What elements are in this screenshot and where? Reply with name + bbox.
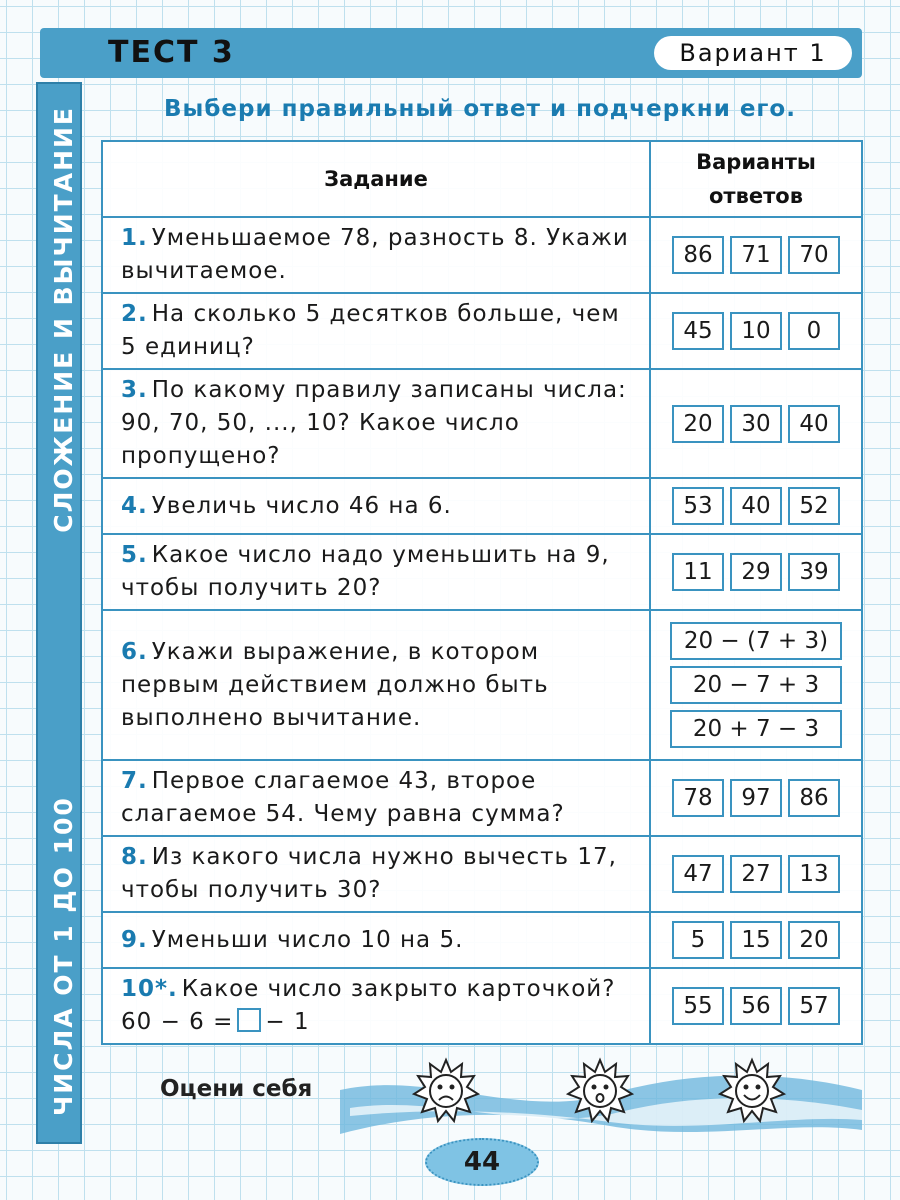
answer-option[interactable]: 30 (730, 405, 782, 443)
answer-option[interactable]: 20 (788, 921, 840, 959)
answer-option[interactable]: 29 (730, 553, 782, 591)
task-question (102, 912, 650, 968)
answer-option[interactable]: 20 − (7 + 3) (670, 622, 842, 660)
answer-option[interactable]: 0 (788, 312, 840, 350)
task-answers (650, 534, 862, 610)
task-question (102, 478, 650, 534)
task-text: Какое число надо уменьшить на 9, чтобы получить 20? (121, 542, 610, 601)
task-row-6 (102, 610, 862, 760)
task-question (102, 760, 650, 836)
answer-option[interactable]: 97 (730, 779, 782, 817)
answer-option[interactable]: 78 (672, 779, 724, 817)
answer-option[interactable]: 52 (788, 487, 840, 525)
answer-option[interactable]: 27 (730, 855, 782, 893)
column-header-answers (650, 141, 862, 217)
task-question (102, 534, 650, 610)
task-number: 8. (121, 844, 148, 870)
answer-option[interactable]: 70 (788, 236, 840, 274)
column-header-answers-line2: ответов (708, 184, 804, 208)
task-number: 3. (121, 377, 148, 403)
task-answers (650, 836, 862, 912)
answer-option[interactable]: 40 (788, 405, 840, 443)
answer-option[interactable]: 10 (730, 312, 782, 350)
task-number: 2. (121, 301, 148, 327)
answer-option[interactable]: 20 + 7 − 3 (670, 710, 842, 748)
hidden-number-card (237, 1008, 261, 1032)
task-number: 5. (121, 542, 148, 568)
sad-sun-icon[interactable] (412, 1056, 480, 1124)
task-question (102, 217, 650, 293)
happy-sun-icon[interactable] (718, 1056, 786, 1124)
neutral-sun-icon[interactable] (566, 1056, 634, 1124)
table-header-row (102, 141, 862, 217)
variant-label: Вариант 1 (654, 36, 852, 70)
answer-option[interactable]: 47 (672, 855, 724, 893)
answer-option[interactable]: 11 (672, 553, 724, 591)
task-question (102, 968, 650, 1044)
sidebar-text (40, 80, 86, 1142)
task-answers (650, 478, 862, 534)
task-text: На сколько 5 десятков больше, чем 5 единиц? (121, 301, 620, 360)
task-answers (650, 217, 862, 293)
task-question (102, 836, 650, 912)
task-number: 1. (121, 225, 148, 251)
task-row-7 (102, 760, 862, 836)
sidebar-topic-numbers: ЧИСЛА ОТ 1 ДО 100 (48, 796, 78, 1116)
task-row-8 (102, 836, 862, 912)
task-row-5 (102, 534, 862, 610)
tasks-table (101, 140, 863, 1045)
task-answers (650, 912, 862, 968)
answer-option[interactable]: 86 (788, 779, 840, 817)
task-number: 7. (121, 768, 148, 794)
task-row-3 (102, 369, 862, 478)
task-number: 10*. (121, 976, 178, 1002)
column-header-task: Задание (102, 141, 650, 217)
sidebar-topic-operations: СЛОЖЕНИЕ И ВЫЧИТАНИЕ (48, 106, 78, 533)
answer-option[interactable]: 57 (788, 987, 840, 1025)
task-answers (650, 610, 862, 760)
task-row-2 (102, 293, 862, 369)
answer-option[interactable]: 20 (672, 405, 724, 443)
task-text: Уменьши число 10 на 5. (151, 926, 464, 953)
answer-option[interactable]: 15 (730, 921, 782, 959)
task-text: Какое число закрыто карточкой? 60 − 6 = (121, 976, 616, 1035)
task-text: Первое слагаемое 43, второе слагаемое 54. Чему равна сумма? (121, 768, 565, 827)
task-text: Увеличь число 46 на 6. (151, 492, 452, 519)
task-number: 9. (121, 926, 148, 953)
answer-option[interactable]: 53 (672, 487, 724, 525)
answer-option[interactable]: 39 (788, 553, 840, 591)
task-question (102, 610, 650, 760)
task-answers (650, 293, 862, 369)
task-row-1 (102, 217, 862, 293)
task-row-9 (102, 912, 862, 968)
sidebar-band (36, 82, 82, 1144)
task-text: Из какого числа нужно вычесть 17, чтобы получить 30? (121, 844, 617, 903)
answer-option[interactable]: 45 (672, 312, 724, 350)
answer-option[interactable]: 20 − 7 + 3 (670, 666, 842, 704)
column-header-answers-line1: Варианты (696, 150, 816, 174)
task-text: По какому правилу записаны числа: 90, 70, 50, ..., 10? Какое число пропущено? (121, 377, 627, 469)
task-row-10 (102, 968, 862, 1044)
self-evaluation (100, 1050, 862, 1142)
answer-option[interactable]: 71 (730, 236, 782, 274)
evaluation-label: Оцени себя (160, 1076, 313, 1102)
answer-option[interactable]: 86 (672, 236, 724, 274)
task-row-4 (102, 478, 862, 534)
answer-option[interactable]: 5 (672, 921, 724, 959)
instruction-text: Выбери правильный ответ и подчеркни его. (164, 96, 796, 122)
task-question (102, 293, 650, 369)
task-answers (650, 968, 862, 1044)
task-text: Уменьшаемое 78, разность 8. Укажи вычитаемое. (121, 225, 629, 284)
header-band (40, 28, 862, 78)
answer-option[interactable]: 40 (730, 487, 782, 525)
task-number: 6. (121, 638, 148, 665)
task-answers (650, 369, 862, 478)
test-title: ТЕСТ 3 (108, 35, 235, 70)
task-text-end: − 1 (265, 1009, 310, 1035)
task-number: 4. (121, 492, 148, 519)
page-number: 44 (425, 1138, 539, 1186)
task-text: Укажи выражение, в котором первым действием должно быть выполнено вычитание. (121, 638, 549, 731)
answer-option[interactable]: 55 (672, 987, 724, 1025)
task-answers (650, 760, 862, 836)
answer-option[interactable]: 56 (730, 987, 782, 1025)
answer-option[interactable]: 13 (788, 855, 840, 893)
task-question (102, 369, 650, 478)
